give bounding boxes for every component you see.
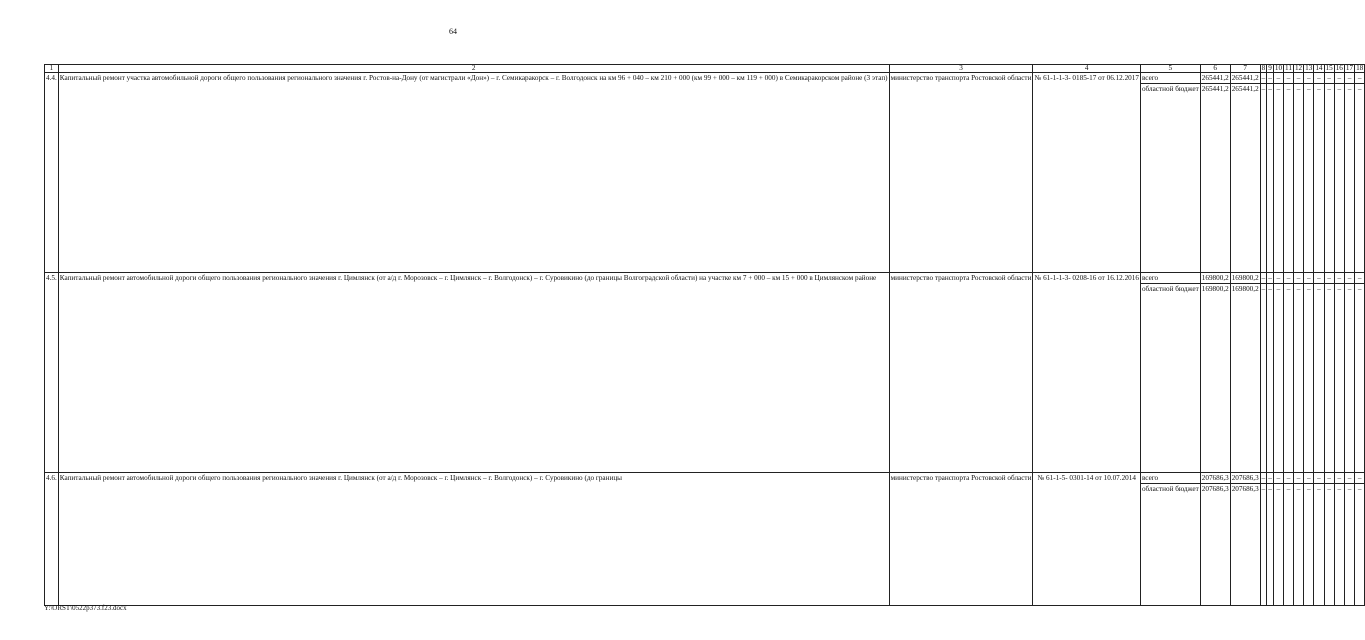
empty-dash: – [1284,473,1294,484]
empty-dash: – [1334,484,1344,606]
table-row-total [45,273,1365,284]
empty-dash: – [1334,84,1344,273]
header-cell: 18 [1356,64,1364,72]
empty-dash: – [1344,84,1354,273]
funding-source-budget: областной бюджет [1140,284,1200,473]
empty-dash: – [1355,473,1365,484]
header-cell: 9 [1268,64,1272,72]
header-cell: 15 [1325,64,1333,72]
empty-dash: – [1355,273,1365,284]
empty-dash: – [1293,284,1303,473]
empty-dash: – [1304,73,1314,84]
header-cell: 11 [1285,64,1292,72]
empty-dash: – [1267,484,1274,606]
header-cell: 17 [1345,64,1354,72]
header-cell: 3 [889,65,1033,73]
empty-dash: – [1261,474,1266,482]
header-cell: 8 [1261,64,1266,72]
header-cell: 4 [1033,65,1141,73]
expertise-doc: № 61-1-1-3- 0208-16 от 16.12.2016 [1033,273,1141,473]
header-cell: 2 [58,65,889,73]
empty-dash: – [1260,84,1267,273]
header-row [45,65,1365,73]
funding-source-budget: областной бюджет [1140,84,1200,273]
empty-dash: – [1314,84,1324,273]
empty-dash: – [1267,84,1274,273]
empty-dash: – [1334,473,1344,484]
empty-dash: – [1284,84,1294,273]
empty-dash: – [1304,84,1314,273]
empty-dash: – [1293,273,1303,284]
value-col7-budget: 207686,3 [1230,484,1260,606]
funding-source-total: всего [1140,273,1200,284]
empty-dash: – [1344,73,1354,84]
object-name: Капитальный ремонт автомобильной дороги общего пользования регионального значения г. Цимлянск (от а/д г. Морозовск – г. Цимлянск – г. Волгодонск) – г. Суровикино (до границы Волгоградской области) на участке км 7 + 000 – км 15 + 000 в Цимлянском районе [58,273,889,473]
header-cell: 10 [1274,64,1283,72]
empty-dash: – [1304,473,1314,484]
empty-dash: – [1268,274,1272,282]
empty-dash: – [1261,74,1266,82]
empty-dash: – [1324,84,1334,273]
value-col6-total: 265441,2 [1201,74,1229,82]
empty-dash: – [1355,73,1365,84]
empty-dash: – [1314,284,1324,473]
empty-dash: – [1273,73,1283,84]
empty-dash: – [1355,84,1365,273]
empty-dash: – [1334,73,1344,84]
value-col7-budget: 169800,2 [1230,284,1260,473]
value-col6-budget: 169800,2 [1200,284,1230,473]
empty-dash: – [1324,273,1334,284]
value-col7-total: 169800,2 [1231,274,1259,282]
empty-dash: – [1324,484,1334,606]
empty-dash: – [1268,74,1272,82]
value-col6-total: 207686,3 [1201,474,1229,482]
value-col7-budget: 265441,2 [1230,84,1260,273]
customer-org: министерство транспорта Ростовской области [889,473,1033,606]
table-row-total [45,473,1365,484]
header-cell: 1 [45,65,59,73]
empty-dash: – [1344,284,1354,473]
empty-dash: – [1261,274,1266,282]
row-number: 4.6. [45,473,59,606]
header-cell: 14 [1315,64,1323,72]
empty-dash: – [1284,273,1294,284]
empty-dash: – [1293,84,1303,273]
empty-dash: – [1314,273,1324,284]
value-col7-total: 265441,2 [1231,74,1259,82]
header-cell: 13 [1305,64,1313,72]
empty-dash: – [1284,484,1294,606]
header-cell: 12 [1294,64,1303,72]
empty-dash: – [1273,484,1283,606]
expertise-doc: № 61-1-5- 0301-14 от 10.07.2014 [1033,473,1141,606]
empty-dash: – [1314,473,1324,484]
funding-source-total: всего [1140,73,1200,84]
empty-dash: – [1304,273,1314,284]
value-col6-total: 169800,2 [1201,274,1229,282]
empty-dash: – [1344,273,1354,284]
budget-table [44,64,1365,606]
empty-dash: – [1314,484,1324,606]
value-col7-total: 207686,3 [1231,474,1259,482]
empty-dash: – [1273,473,1283,484]
value-col6-budget: 265441,2 [1200,84,1230,273]
empty-dash: – [1304,484,1314,606]
empty-dash: – [1293,484,1303,606]
funding-source-budget: областной бюджет [1140,484,1200,606]
empty-dash: – [1355,284,1365,473]
customer-org: министерство транспорта Ростовской области [889,73,1033,273]
footer-file-path: Y:\ORST\0522p373.f23.docx [44,604,127,612]
header-cell: 6 [1200,65,1230,73]
empty-dash: – [1334,273,1344,284]
empty-dash: – [1273,284,1283,473]
empty-dash: – [1355,484,1365,606]
header-cell: 16 [1335,64,1343,72]
empty-dash: – [1284,284,1294,473]
header-cell: 7 [1230,65,1260,73]
object-name: Капитальный ремонт автомобильной дороги общего пользования регионального значения г. Цимлянск (от а/д г. Морозовск – г. Цимлянск – г. Волгодонск) – г. Суровикино (до границы [58,473,889,606]
empty-dash: – [1324,73,1334,84]
empty-dash: – [1267,284,1274,473]
empty-dash: – [1324,284,1334,473]
expertise-doc: № 61-1-1-3- 0185-17 от 06.12.2017 [1033,73,1141,273]
empty-dash: – [1268,474,1272,482]
empty-dash: – [1324,473,1334,484]
table-row-total [45,73,1365,84]
funding-source-total: всего [1140,473,1200,484]
page-number: 64 [449,27,457,36]
row-number: 4.5. [45,273,59,473]
empty-dash: – [1344,473,1354,484]
empty-dash: – [1344,484,1354,606]
customer-org: министерство транспорта Ростовской области [889,273,1033,473]
empty-dash: – [1273,84,1283,273]
empty-dash: – [1304,284,1314,473]
empty-dash: – [1273,273,1283,284]
empty-dash: – [1334,284,1344,473]
empty-dash: – [1284,73,1294,84]
row-number: 4.4. [45,73,59,273]
empty-dash: – [1260,484,1267,606]
empty-dash: – [1293,73,1303,84]
empty-dash: – [1260,284,1267,473]
empty-dash: – [1293,473,1303,484]
header-cell: 5 [1140,65,1200,73]
object-name: Капитальный ремонт участка автомобильной дороги общего пользования регионального значения г. Ростов-на-Дону (от магистрали «Дон») – г. Семикаракорск – г. Волгодонск на км 96 + 040 – км 210 + 000 (км 99 + 000 – км 119 + 000) в Семикаракорском районе (3 этап) [58,73,889,273]
value-col6-budget: 207686,3 [1200,484,1230,606]
empty-dash: – [1314,73,1324,84]
